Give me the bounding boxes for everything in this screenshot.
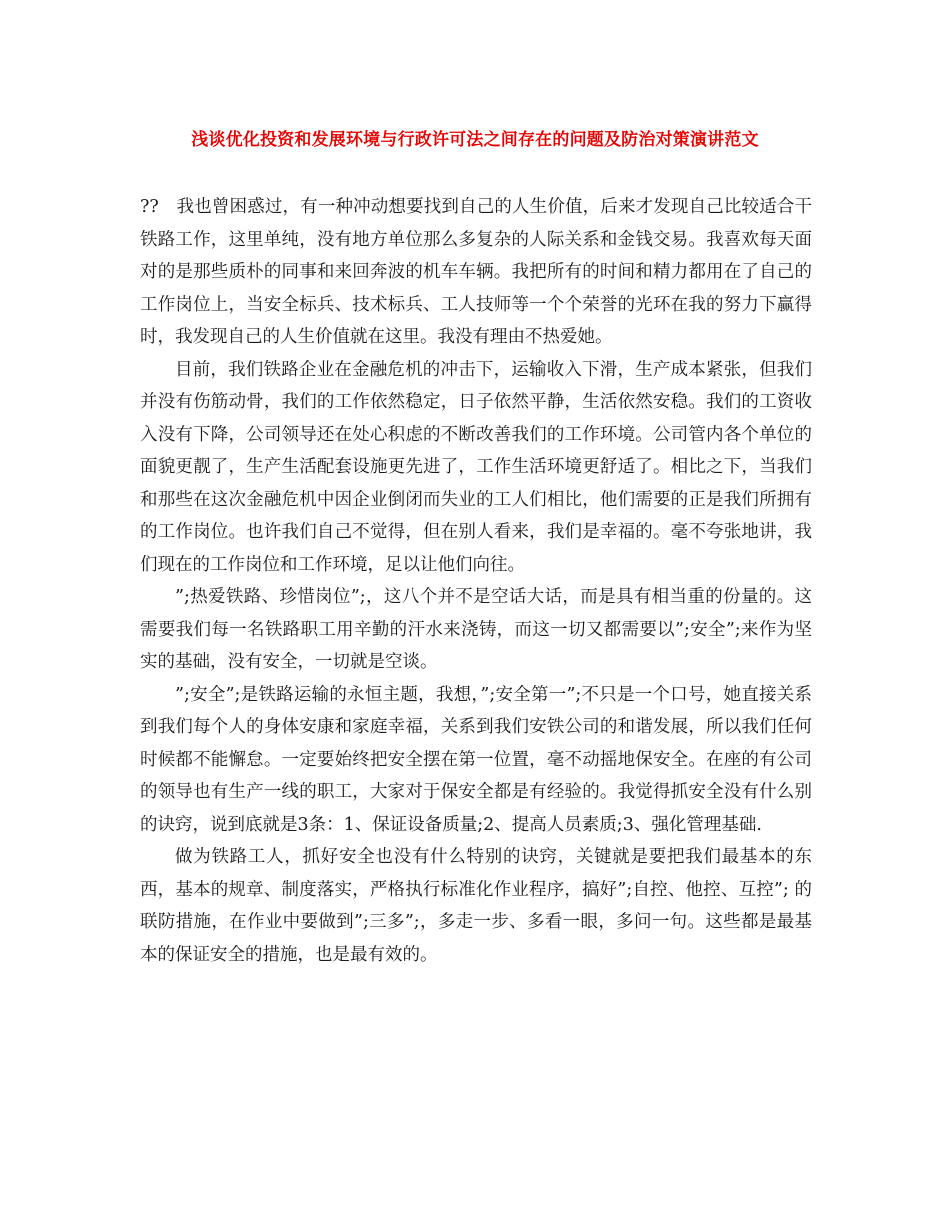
- paragraph-4: ”;安全”;是铁路运输的永恒主题，我想，”;安全第一”;不只是一个口号，她直接关系到我们每个人的身体安康和家庭幸福，关系到我们安铁公司的和谐发展，所以我们任何时候都不能懈怠。一定要始终把安全摆在第一位置，毫不动摇地保安全。在座的有公司的领导也有生产一线的职工，大家对于保安全都是有经验的。我觉得抓安全没有什么别的诀窍，说到底就是3条：1、保证设备质量;2、提高人员素质;3、强化管理基础.: [140, 684, 812, 835]
- paragraph-5: 做为铁路工人，抓好安全也没有什么特别的诀窍，关键就是要把我们最基本的东西，基本的规章、制度落实，严格执行标准化作业程序，搞好”;自控、他控、互控”; 的联防措施，在作业中要做到”;三多”;，多走一步、多看一眼，多问一句。这些都是最基本的保证安全的措施，也是最有效的。: [140, 847, 812, 965]
- paragraph-1: ?? 我也曾困惑过，有一种冲动想要找到自己的人生价值，后来才发现自己比较适合干铁路工作，这里单纯，没有地方单位那么多复杂的人际关系和金钱交易。我喜欢每天面对的是那些质朴的同事和来回奔波的机车车辆。我把所有的时间和精力都用在了自己的工作岗位上，当安全标兵、技术标兵、工人技师等一个个荣誉的光环在我的努力下赢得时，我发现自己的人生价值就在这里。我没有理由不热爱她。: [140, 197, 812, 347]
- paragraph-2: 目前，我们铁路企业在金融危机的冲击下，运输收入下滑，生产成本紧张，但我们并没有伤筋动骨，我们的工作依然稳定，日子依然平静，生活依然安稳。我们的工资收入没有下降，公司领导还在处心积虑的不断改善我们的工作环境。公司管内各个单位的面貌更靓了，生产生活配套设施更先进了，工作生活环境更舒适了。相比之下，当我们和那些在这次金融危机中因企业倒闭而失业的工人们相比，他们需要的正是我们所拥有的工作岗位。也许我们自己不觉得，但在别人看来，我们是幸福的。毫不夸张地讲，我们现在的工作岗位和工作环境，足以让他们向往。: [140, 359, 812, 575]
- paragraph-3: ”;热爱铁路、珍惜岗位”;，这八个并不是空话大话，而是具有相当重的份量的。这需要我们每一名铁路职工用辛勤的汗水来浇铸，而这一切又都需要以”;安全”;来作为坚实的基础，没有安全，一切就是空谈。: [140, 587, 812, 672]
- document-title: 浅谈优化投资和发展环境与行政许可法之间存在的问题及防治对策演讲范文: [191, 130, 759, 150]
- document-body: [140, 191, 812, 971]
